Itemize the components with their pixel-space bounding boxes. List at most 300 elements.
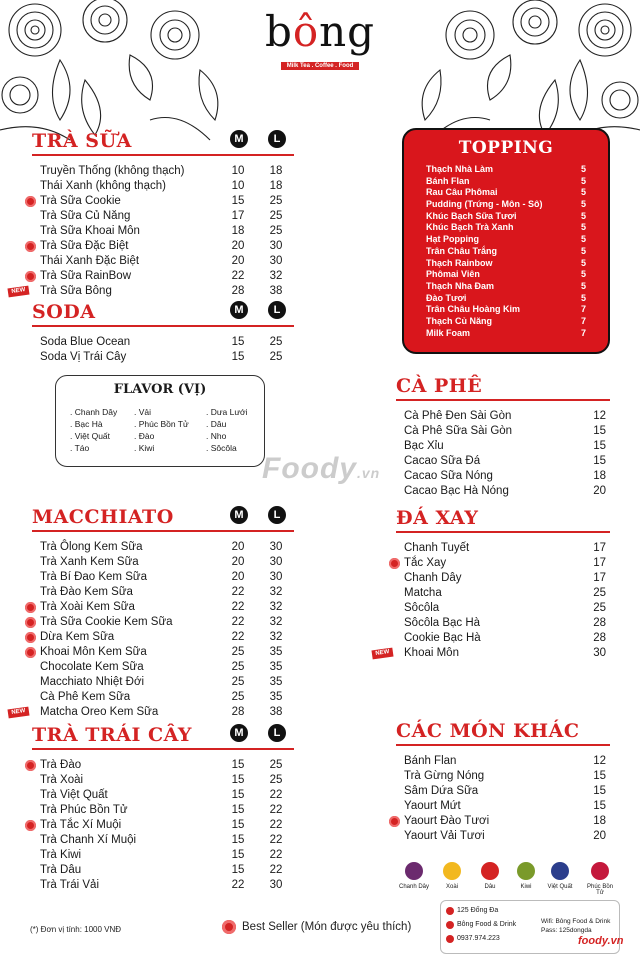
- item-name: Bánh Flan: [426, 175, 470, 186]
- menu-item: [32, 803, 294, 818]
- section-title: CÀ PHÊ: [396, 375, 483, 397]
- section-divider: [32, 154, 294, 156]
- phone-icon: [446, 935, 454, 943]
- fruit-legend: [398, 862, 623, 898]
- price-m: 17: [231, 210, 245, 222]
- item-name: Trà Gừng Nóng: [404, 770, 485, 782]
- price: 5: [580, 222, 586, 233]
- size-l-badge: L: [268, 724, 286, 742]
- menu-item: [32, 194, 294, 209]
- price: 7: [580, 327, 586, 338]
- price: 28: [593, 617, 606, 629]
- price-m: 22: [231, 879, 245, 891]
- menu-item: [32, 179, 294, 194]
- item-name: Trà Ôlong Kem Sữa: [40, 541, 143, 553]
- best-seller-rose-icon: [25, 196, 36, 207]
- size-m-badge: M: [230, 130, 248, 148]
- brand-wordmark: bông: [264, 7, 376, 56]
- section-divider: [396, 399, 610, 401]
- topping-item: [404, 211, 608, 223]
- flavor-item: . Táo: [70, 443, 90, 453]
- price-l: 35: [269, 661, 283, 673]
- price: 25: [593, 602, 606, 614]
- price: 5: [580, 269, 586, 280]
- price-l: 22: [269, 849, 283, 861]
- price: 5: [580, 199, 586, 210]
- price-l: 35: [269, 676, 283, 688]
- best-seller-rose-icon: [25, 617, 36, 628]
- menu-item: [32, 540, 294, 555]
- size-m-badge: M: [230, 301, 248, 319]
- price: 20: [593, 485, 606, 497]
- item-name: Cà Phê Kem Sữa: [40, 691, 131, 703]
- price-l: 25: [269, 759, 283, 771]
- price-m: 22: [231, 601, 245, 613]
- price-l: 32: [269, 631, 283, 643]
- menu-item: [375, 646, 610, 661]
- item-name: Hạt Popping: [426, 234, 479, 245]
- fruit-kiwi: Kiwi: [510, 862, 542, 890]
- flavor-item: . Chanh Dây: [70, 407, 118, 417]
- item-name: Cacao Sữa Đá: [404, 455, 481, 467]
- price: 12: [593, 410, 606, 422]
- price: 15: [593, 785, 606, 797]
- flavor-item: . Nho: [206, 431, 227, 441]
- item-name: Sâm Dứa Sữa: [404, 785, 479, 797]
- price-m: 10: [231, 165, 245, 177]
- brand-logo: [250, 7, 390, 72]
- item-name: Sôcôla Bạc Hà: [404, 617, 481, 629]
- foody-watermark: Foody.vn: [262, 452, 381, 485]
- item-name: Trà Sữa Củ Năng: [40, 210, 131, 222]
- item-name: Thạch Rainbow: [426, 257, 493, 268]
- item-name: Khúc Bạch Sữa Tươi: [426, 210, 517, 221]
- item-name: Trà Việt Quất: [40, 789, 108, 801]
- menu-item: [32, 254, 294, 269]
- price: 15: [593, 455, 606, 467]
- menu-item: [396, 769, 610, 784]
- fruit-blueberry: Việt Quất: [544, 862, 576, 890]
- item-name: Trà Dâu: [40, 864, 82, 876]
- price-m: 22: [231, 616, 245, 628]
- price-m: 15: [231, 195, 245, 207]
- price: 7: [580, 315, 586, 326]
- price: 15: [593, 440, 606, 452]
- topping-item: [404, 328, 608, 340]
- item-name: Chocolate Kem Sữa: [40, 661, 144, 673]
- section-tra-sua: [11, 130, 294, 299]
- flavor-item: . Vải: [134, 407, 152, 417]
- price-m: 25: [231, 646, 245, 658]
- strawberry-icon: [481, 862, 499, 880]
- price-l: 22: [269, 864, 283, 876]
- brand-tagline: Milk Tea . Coffee . Food: [281, 62, 360, 70]
- menu-item: [396, 409, 610, 424]
- topping-item: [404, 199, 608, 211]
- price-l: 30: [269, 556, 283, 568]
- item-name: Trà Bí Đao Kem Sữa: [40, 571, 147, 583]
- price-l: 25: [269, 225, 283, 237]
- price: 15: [593, 425, 606, 437]
- item-name: Thạch Củ Năng: [426, 315, 493, 326]
- menu-item: [32, 788, 294, 803]
- item-name: Cà Phê Đen Sài Gòn: [404, 410, 512, 422]
- new-badge-icon: NEW: [7, 707, 29, 719]
- price-l: 30: [269, 541, 283, 553]
- price: 17: [593, 572, 606, 584]
- menu-item: [396, 601, 610, 616]
- fruit-raspberry: Phúc Bồn Tử: [584, 862, 616, 896]
- price-l: 32: [269, 270, 283, 282]
- item-name: Pudding (Trứng - Môn - Sô): [426, 199, 543, 210]
- menu-item: [32, 675, 294, 690]
- item-name: Bánh Flan: [404, 755, 457, 767]
- new-badge-icon: NEW: [371, 648, 393, 660]
- best-seller-rose-icon: [389, 558, 400, 569]
- best-seller-rose-icon: [25, 820, 36, 831]
- topping-item: [404, 316, 608, 328]
- item-name: Soda Blue Ocean: [40, 336, 131, 348]
- flavor-title: FLAVOR (VỊ): [113, 382, 207, 397]
- menu-item: [396, 541, 610, 556]
- price: 5: [580, 292, 586, 303]
- location-icon: [446, 907, 454, 915]
- facebook-icon: [446, 921, 454, 929]
- topping-item: [404, 164, 608, 176]
- price-m: 20: [231, 541, 245, 553]
- topping-item: [404, 293, 608, 305]
- price: 17: [593, 542, 606, 554]
- price-l: 25: [269, 351, 283, 363]
- section-divider: [396, 531, 610, 533]
- section-ca-phe: [396, 375, 610, 499]
- fruit-passion-fruit: Chanh Dây: [398, 862, 430, 890]
- price-m: 15: [231, 864, 245, 876]
- menu-item: [396, 754, 610, 769]
- item-name: Macchiato Nhiệt Đới: [40, 676, 145, 688]
- price-m: 15: [231, 759, 245, 771]
- mango-icon: [443, 862, 461, 880]
- section-title: SODA: [32, 301, 96, 323]
- menu-item: [32, 585, 294, 600]
- topping-item: [404, 234, 608, 246]
- section-title: ĐÁ XAY: [396, 507, 479, 529]
- item-name: Milk Foam: [426, 327, 471, 338]
- topping-item: [404, 187, 608, 199]
- price: 15: [593, 770, 606, 782]
- price: 5: [580, 164, 586, 174]
- best-seller-legend: Best Seller (Món được yêu thích): [222, 920, 411, 934]
- best-seller-rose-icon: [389, 816, 400, 827]
- price-m: 22: [231, 586, 245, 598]
- best-seller-rose-icon: [25, 271, 36, 282]
- menu-item: [11, 705, 294, 720]
- item-name: Tắc Xay: [404, 557, 447, 569]
- price-m: 20: [231, 255, 245, 267]
- item-name: Cacao Sữa Nóng: [404, 470, 493, 482]
- best-seller-rose-icon: [25, 760, 36, 771]
- unit-note: (*) Đơn vị tính: 1000 VNĐ: [30, 925, 122, 934]
- topping-box: [402, 128, 610, 354]
- flavor-item: . Phúc Bồn Tử: [134, 419, 189, 429]
- item-name: Thái Xanh Đặc Biệt: [40, 255, 140, 267]
- price-m: 22: [231, 631, 245, 643]
- menu-item: [396, 616, 610, 631]
- item-name: Dừa Kem Sữa: [40, 631, 115, 643]
- best-seller-rose-icon: [25, 632, 36, 643]
- price-l: 35: [269, 646, 283, 658]
- price-l: 38: [269, 706, 283, 718]
- menu-item: [32, 878, 294, 893]
- passion-fruit-icon: [405, 862, 423, 880]
- menu-item: [396, 424, 610, 439]
- kiwi-icon: [517, 862, 535, 880]
- price-m: 18: [231, 225, 245, 237]
- item-name: Chanh Dây: [404, 572, 462, 584]
- topping-item: [404, 176, 608, 188]
- price-l: 22: [269, 804, 283, 816]
- price-l: 25: [269, 336, 283, 348]
- flavor-item: . Kiwi: [134, 443, 155, 453]
- item-name: Trà Sữa Cookie: [40, 195, 121, 207]
- item-name: Trân Châu Hoàng Kim: [426, 304, 521, 315]
- flavor-item: . Việt Quất: [70, 431, 111, 441]
- menu-item: [32, 600, 294, 615]
- menu-item: [11, 284, 294, 299]
- item-name: Chanh Tuyết: [404, 542, 470, 554]
- menu-item: [32, 660, 294, 675]
- menu-item: [32, 239, 294, 254]
- blueberry-icon: [551, 862, 569, 880]
- price-l: 35: [269, 691, 283, 703]
- flavor-grid: [56, 407, 264, 457]
- menu-item: [32, 164, 294, 179]
- topping-title: TOPPING: [458, 138, 554, 158]
- item-name: Trà Chanh Xí Muội: [40, 834, 137, 846]
- menu-item: [32, 630, 294, 645]
- item-name: Cacao Bạc Hà Nóng: [404, 485, 509, 497]
- price-l: 18: [269, 165, 283, 177]
- foody-badge: foody.vn: [578, 935, 624, 947]
- flavor-item: . Sôcôla: [206, 443, 237, 453]
- price: 5: [580, 257, 586, 268]
- price-m: 28: [231, 706, 245, 718]
- menu-item: [396, 814, 610, 829]
- price-l: 25: [269, 210, 283, 222]
- price-l: 30: [269, 879, 283, 891]
- flavor-item: . Đào: [134, 431, 155, 441]
- fruit-mango: Xoài: [436, 862, 468, 890]
- price: 5: [580, 280, 586, 291]
- price: 5: [580, 234, 586, 245]
- item-name: Rau Câu Phômai: [426, 187, 498, 198]
- item-name: Trà Xanh Kem Sữa: [40, 556, 139, 568]
- menu-item: [32, 818, 294, 833]
- price: 28: [593, 632, 606, 644]
- item-name: Trà Phúc Bồn Tử: [40, 804, 128, 816]
- menu-item: [396, 631, 610, 646]
- price-m: 25: [231, 661, 245, 673]
- price-l: 25: [269, 774, 283, 786]
- price: 25: [593, 587, 606, 599]
- best-seller-rose-icon: [25, 647, 36, 658]
- item-name: Matcha Oreo Kem Sữa: [40, 706, 159, 718]
- size-l-badge: L: [268, 506, 286, 524]
- topping-item: [404, 269, 608, 281]
- price-m: 15: [231, 351, 245, 363]
- item-name: Yaourt Đào Tươi: [404, 815, 490, 827]
- rose-icon: [222, 920, 236, 934]
- price-m: 20: [231, 240, 245, 252]
- item-name: Trà Xoài Kem Sữa: [40, 601, 135, 613]
- item-name: Trà Đào Kem Sữa: [40, 586, 133, 598]
- menu-item: [32, 555, 294, 570]
- item-name: Bạc Xỉu: [404, 440, 444, 452]
- price: 7: [580, 304, 586, 315]
- menu-item: [396, 439, 610, 454]
- menu-item: [396, 556, 610, 571]
- item-name: Soda Vị Trái Cây: [40, 351, 127, 363]
- menu-item: [32, 690, 294, 705]
- item-name: Matcha: [404, 587, 442, 599]
- flavor-item: . Bạc Hà: [70, 419, 103, 429]
- section-title: TRÀ SỮA: [32, 130, 132, 152]
- item-name: Khoai Môn Kem Sữa: [40, 646, 147, 658]
- price-m: 15: [231, 834, 245, 846]
- section-soda: [32, 301, 294, 365]
- floral-decoration-left: [0, 0, 230, 150]
- item-name: Khúc Bạch Trà Xanh: [426, 222, 514, 233]
- menu-item: [32, 848, 294, 863]
- price-m: 10: [231, 180, 245, 192]
- menu-item: [32, 335, 294, 350]
- topping-item: [404, 246, 608, 258]
- item-name: Trà Tắc Xí Muội: [40, 819, 122, 831]
- price-m: 15: [231, 336, 245, 348]
- item-name: Trà Sữa Khoai Môn: [40, 225, 140, 237]
- size-l-badge: L: [268, 130, 286, 148]
- price-m: 25: [231, 691, 245, 703]
- item-name: Trà Sữa Bông: [40, 285, 112, 297]
- topping-item: [404, 281, 608, 293]
- price-m: 15: [231, 849, 245, 861]
- item-name: Phômai Viên: [426, 269, 480, 280]
- menu-item: [32, 570, 294, 585]
- price: 5: [580, 210, 586, 221]
- item-name: Cookie Bạc Hà: [404, 632, 481, 644]
- menu-item: [32, 209, 294, 224]
- price-l: 32: [269, 586, 283, 598]
- fruit-strawberry: Dâu: [474, 862, 506, 890]
- menu-item: [32, 350, 294, 365]
- contact-address: 125 Đống Đa: [457, 907, 498, 914]
- best-seller-rose-icon: [25, 602, 36, 613]
- size-m-badge: M: [230, 724, 248, 742]
- menu-item: [32, 863, 294, 878]
- section-title: TRÀ TRÁI CÂY: [32, 724, 192, 746]
- price-l: 30: [269, 571, 283, 583]
- flavor-box: [55, 375, 265, 467]
- menu-item: [396, 799, 610, 814]
- menu-item: [396, 469, 610, 484]
- size-m-badge: M: [230, 506, 248, 524]
- price-l: 38: [269, 285, 283, 297]
- section-divider: [396, 744, 610, 746]
- contact-phone: 0937.974.223: [457, 935, 500, 942]
- price: 18: [593, 815, 606, 827]
- size-l-badge: L: [268, 301, 286, 319]
- item-name: Thạch Nhà Làm: [426, 164, 494, 174]
- section-divider: [32, 748, 294, 750]
- price-m: 25: [231, 676, 245, 688]
- topping-item: [404, 258, 608, 270]
- menu-item: [396, 829, 610, 844]
- price-l: 30: [269, 240, 283, 252]
- price: 5: [580, 175, 586, 186]
- price-m: 28: [231, 285, 245, 297]
- section-da-xay: [375, 507, 610, 661]
- item-name: Khoai Môn: [404, 647, 459, 659]
- menu-item: [396, 484, 610, 499]
- price: 30: [593, 647, 606, 659]
- section-title: MACCHIATO: [32, 506, 174, 528]
- item-name: Yaourt Mứt: [404, 800, 461, 812]
- best-seller-rose-icon: [25, 241, 36, 252]
- menu-item: [32, 758, 294, 773]
- flavor-item: . Dâu: [206, 419, 227, 429]
- price: 20: [593, 830, 606, 842]
- price: 5: [580, 245, 586, 256]
- item-name: Trà Sữa RainBow: [40, 270, 132, 282]
- menu-item: [396, 784, 610, 799]
- price-l: 32: [269, 601, 283, 613]
- menu-item: [32, 269, 294, 284]
- item-name: Truyền Thống (không thạch): [40, 165, 185, 177]
- price-l: 22: [269, 789, 283, 801]
- price: 17: [593, 557, 606, 569]
- item-name: Trân Châu Trắng: [426, 245, 498, 256]
- item-name: Đào Tươi: [426, 292, 467, 303]
- price-l: 25: [269, 195, 283, 207]
- item-name: Trà Trái Vải: [40, 879, 100, 891]
- item-name: Thái Xanh (không thạch): [40, 180, 166, 192]
- price-m: 15: [231, 804, 245, 816]
- menu-item: [32, 773, 294, 788]
- contact-facebook: Bông Food & Drink: [457, 921, 516, 928]
- price-m: 15: [231, 789, 245, 801]
- section-cac-mon-khac: [396, 720, 610, 844]
- new-badge-icon: NEW: [7, 286, 29, 298]
- price-m: 15: [231, 819, 245, 831]
- price: 18: [593, 470, 606, 482]
- item-name: Yaourt Vải Tươi: [404, 830, 485, 842]
- section-title: CÁC MÓN KHÁC: [396, 720, 580, 742]
- item-name: Trà Kiwi: [40, 849, 82, 861]
- item-name: Sôcôla: [404, 602, 440, 614]
- section-macchiato: [11, 506, 294, 720]
- section-tra-trai-cay: [32, 724, 294, 893]
- price: 12: [593, 755, 606, 767]
- item-name: Trà Sữa Đặc Biệt: [40, 240, 129, 252]
- menu-item: [396, 454, 610, 469]
- price-l: 22: [269, 834, 283, 846]
- topping-item: [404, 304, 608, 316]
- item-name: Cà Phê Sữa Sài Gòn: [404, 425, 513, 437]
- menu-item: [396, 586, 610, 601]
- price: 15: [593, 800, 606, 812]
- price-l: 32: [269, 616, 283, 628]
- item-name: Trà Xoài: [40, 774, 84, 786]
